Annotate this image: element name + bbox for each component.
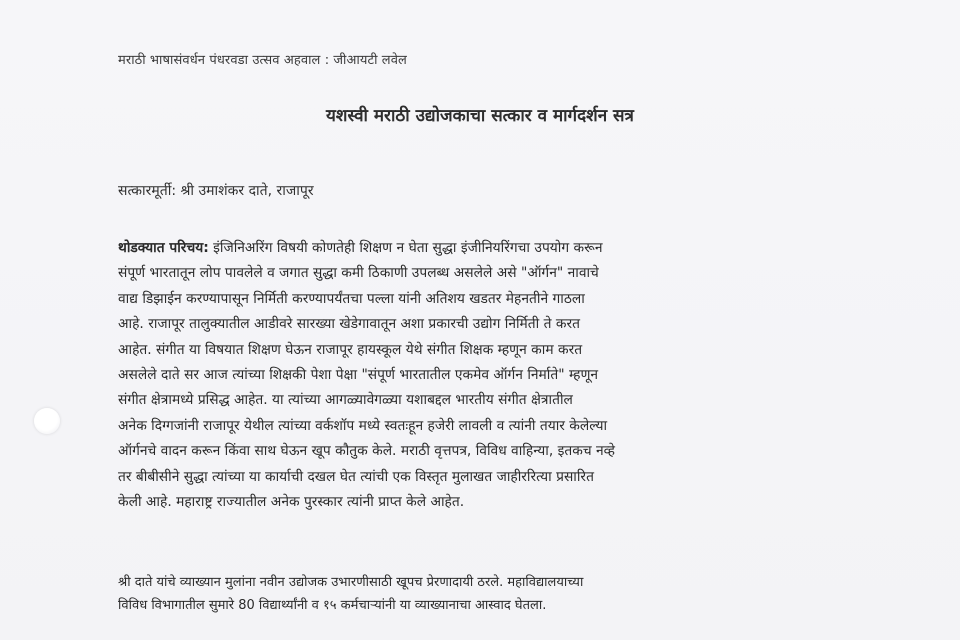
intro-line-3: वाद्य डिझाईन करण्यापासून निर्मिती करण्यापर्यंतचा पल्ला यांनी अतिशय खडतर मेहनतीने गाठला bbox=[118, 290, 585, 307]
intro-line-10: तर बीबीसीने सुद्धा त्यांच्या या कार्याची दखल घेत त्यांची एक विस्तृत मुलाखत जाहीररित्या प्रसारित bbox=[118, 468, 594, 485]
punch-hole bbox=[34, 408, 60, 434]
intro-line-4: आहे. राजापूर तालुक्यातील आडीवरे सारख्या खेडेगावातून अशा प्रकारची उद्योग निर्मिती ते करत bbox=[118, 316, 580, 333]
intro-line-text: इंजिनिअरिंग विषयी कोणतेही शिक्षण न घेता सुद्धा इंजीनियरिंगचा उपयोग करून bbox=[208, 240, 603, 256]
honoree-label: सत्कारमूर्ती: bbox=[118, 183, 177, 199]
intro-line-9: ऑर्गनचे वादन करून किंवा साथ घेऊन खूप कौतुक केले. मराठी वृत्तपत्र, विविध वाहिन्या, इतकच नव्हे bbox=[118, 443, 615, 460]
honoree-name: श्री उमाशंकर दाते, राजापूर bbox=[176, 183, 314, 199]
closing-line-1: श्री दाते यांचे व्याख्यान मुलांना नवीन उद्योजक उभारणीसाठी खूपच प्रेरणादायी ठरले. महाविद्यालयाच्या bbox=[118, 575, 584, 590]
intro-lead: थोडक्यात परिचय: bbox=[118, 240, 209, 256]
intro-line-5: आहेत. संगीत या विषयात शिक्षण घेऊन राजापूर हायस्कूल येथे संगीत शिक्षक म्हणून काम करत bbox=[118, 341, 583, 358]
intro-line-2: संपूर्ण भारतातून लोप पावलेले व जगात सुद्धा कमी ठिकाणी उपलब्ध असलेले असे "ऑर्गन" नावाचे bbox=[118, 265, 599, 282]
intro-line-6: असलेले दाते सर आज त्यांच्या शिक्षकी पेशा पेक्षा "संपूर्ण भारतातील एकमेव ऑर्गन निर्माते" म्हणून bbox=[118, 366, 599, 383]
intro-line-1 bbox=[118, 236, 863, 261]
intro-line-7: संगीत क्षेत्रामध्ये प्रसिद्ध आहेत. या त्यांच्या आगळ्यावेगळ्या यशाबद्दल भारतीय संगीत क्षेत्रातील bbox=[118, 392, 573, 409]
honoree-line bbox=[118, 181, 314, 200]
report-header: मराठी भाषासंवर्धन पंधरवडा उत्सव अहवाल : जीआयटी लवेल bbox=[118, 53, 407, 68]
intro-line-8: अनेक दिग्गजांनी राजापूर येथील त्यांच्या वर्कशॉप मध्ये स्वतःहून हजेरी लावली व त्यांनी तयार केलेल्या bbox=[118, 417, 608, 434]
document-title: यशस्वी मराठी उद्योजकाचा सत्कार व मार्गदर्शन सत्र bbox=[326, 106, 634, 126]
intro-paragraph bbox=[118, 236, 863, 515]
intro-line-11: केली आहे. महाराष्ट्र राज्यातील अनेक पुरस्कार त्यांनी प्राप्त केले आहेत. bbox=[118, 493, 465, 510]
closing-paragraph bbox=[118, 571, 878, 617]
closing-line-2: विविध विभागातील सुमारे 80 विद्यार्थ्यांनी व १५ कर्मचाऱ्यांनी या व्याख्यानाचा आस्वाद घेतला. bbox=[118, 598, 547, 613]
